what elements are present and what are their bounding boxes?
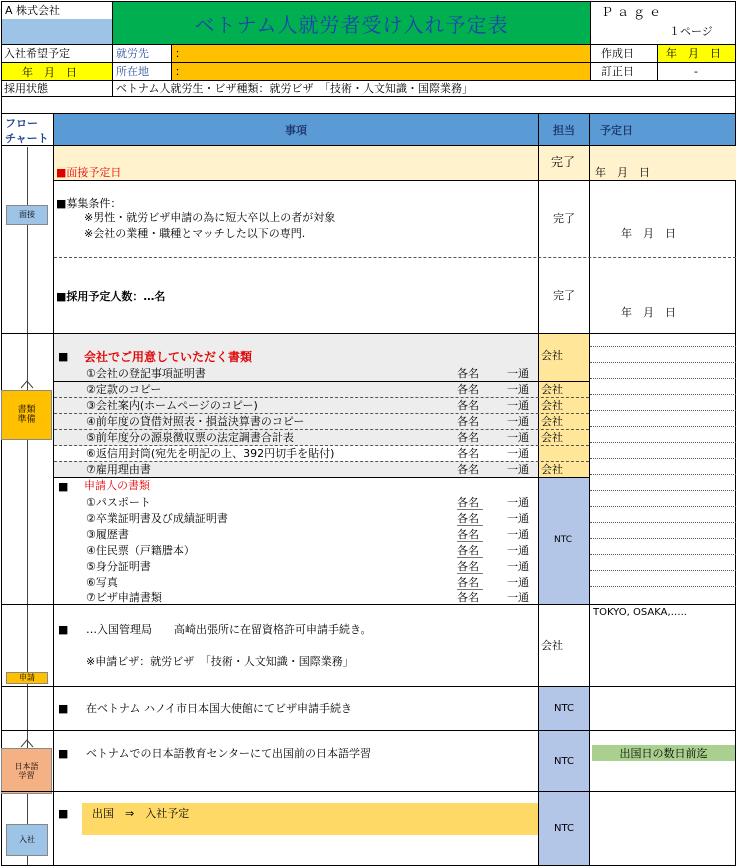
location-label: 所在地 — [116, 65, 149, 78]
company-color-band — [2, 19, 112, 44]
japanese-schedule-band — [592, 745, 735, 761]
applicant-doc-count: 各名 — [457, 591, 479, 604]
status-value: ベトナム人就労生・ビザ種類：就労ビザ 「技術・人文知識・国際業務」 — [116, 82, 473, 95]
flow-node-application: 申請 — [6, 672, 48, 684]
revised-label-cell — [590, 62, 658, 81]
company-doc-unit: 一通 — [507, 399, 529, 412]
applicant-doc-count: 各名 — [457, 512, 479, 525]
applicant-docs-title: 申請人の書類 — [84, 479, 150, 492]
company-doc-label: ⑥返信用封筒(宛先を明記の上、392円切手を貼付) — [86, 447, 335, 460]
immigration-line-2: ※申請ビザ：就労ビザ 「技術・人文知識・国際業務」 — [86, 655, 354, 668]
company-doc-unit: 一通 — [507, 431, 529, 444]
company-doc-count: 各名 — [457, 383, 479, 396]
status-value-cell — [112, 80, 736, 97]
schedule-header: 予定日 — [600, 124, 633, 137]
departure-bullet: ■ — [58, 807, 69, 820]
company-doc-unit: 一通 — [507, 367, 529, 380]
company-doc-count: 各名 — [457, 415, 479, 428]
condition-1: ※男性・就労ビザ申請の為に短大卒以上の者が対象 — [84, 211, 336, 224]
applicant-doc-count: 各名 — [457, 496, 479, 509]
departure-owner: NTC — [554, 823, 574, 834]
location-value: ： — [175, 65, 186, 78]
applicant-doc-unit: 一通 — [507, 576, 529, 589]
entry-date-cell[interactable] — [1, 62, 113, 81]
applicant-doc-label: ⑤身分証明書 — [86, 560, 151, 573]
interview-date-value[interactable]: 年 月 日 — [595, 166, 650, 179]
created-label: 作成日 — [601, 47, 634, 60]
applicant-doc-count: 各名 — [457, 576, 479, 589]
applicant-doc-unit: 一通 — [507, 560, 529, 573]
company-docs-title: 会社でご用意していただく書類 — [84, 350, 253, 364]
applicant-docs-owner: NTC — [554, 535, 572, 545]
created-value-cell[interactable] — [657, 44, 736, 63]
applicant-doc-count: 各名 — [457, 560, 479, 573]
japanese-owner: NTC — [554, 756, 574, 767]
entry-date: 年 月 日 — [22, 66, 77, 79]
immigration-owner: 会社 — [541, 639, 563, 652]
company-cell — [1, 1, 113, 45]
revised-label: 訂正日 — [601, 65, 634, 78]
applicant-doc-label: ⑥写真 — [86, 576, 118, 589]
company-doc-owner: 会社 — [541, 383, 563, 396]
applicant-doc-unit: 一通 — [507, 512, 529, 525]
employer-label-cell — [112, 44, 172, 63]
japanese-bullet: ■ — [58, 747, 69, 760]
company-doc-unit: 一通 — [507, 447, 529, 460]
headcount-date[interactable]: 年 月 日 — [621, 306, 676, 319]
company-doc-label: ④前年度の貸借対照表・損益決算書のコピー — [86, 415, 305, 428]
company-doc-owner: 会社 — [541, 399, 563, 412]
applicant-doc-count: 各名 — [457, 528, 479, 541]
applicant-doc-unit: 一通 — [507, 496, 529, 509]
applicant-doc-label: ⑦ビザ申請書類 — [86, 591, 162, 604]
company-doc-count: 各名 — [457, 399, 479, 412]
spacer-row — [1, 96, 736, 114]
entry-label: 入社希望予定 — [4, 47, 70, 60]
location-label-cell — [112, 62, 172, 81]
immigration-bullet: ■ — [58, 623, 69, 636]
employer-value-cell[interactable] — [171, 44, 591, 63]
company-doc-count: 各名 — [457, 367, 479, 380]
employer-label: 就労先 — [116, 47, 149, 60]
applicant-doc-unit: 一通 — [507, 528, 529, 541]
company-doc-label: ⑤前年度分の源泉徴収票の法定調書合計表 — [86, 431, 294, 444]
company-doc-count: 各名 — [457, 431, 479, 444]
flow-arrow-icon — [20, 380, 34, 389]
embassy-text: 在ベトナム ハノイ市日本国大使館にてビザ申請手続き — [86, 702, 352, 715]
status-label-cell — [1, 80, 113, 97]
schedule-header-cell — [589, 113, 736, 146]
japanese-schedule: 出国日の数日前迄 — [619, 747, 708, 760]
flow-node-interview: 面接 — [6, 205, 48, 225]
title-cell — [112, 1, 591, 45]
applicant-doc-label: ④住民票（戸籍謄本） — [86, 544, 195, 557]
embassy-owner: NTC — [554, 703, 574, 714]
applicant-doc-label: ①パスポート — [86, 496, 151, 509]
company-docs-bullet: ■ — [58, 350, 69, 363]
revised-value: - — [694, 65, 698, 78]
applicant-doc-count: 各名 — [457, 544, 479, 557]
owner-header-cell — [538, 113, 590, 146]
conditions-status: 完了 — [553, 212, 575, 225]
company-doc-unit: 一通 — [507, 463, 529, 476]
company-doc-owner: 会社 — [541, 463, 563, 476]
immigration-schedule: TOKYO, OSAKA,….. — [593, 607, 687, 618]
revised-value-cell[interactable] — [657, 62, 736, 81]
page-number: １ページ — [669, 25, 713, 38]
applicant-doc-label: ③履歴書 — [86, 528, 129, 541]
company-doc-owner: 会社 — [541, 431, 563, 444]
flow-node-join: 入社 — [6, 824, 48, 856]
japanese-text: ベトナムでの日本語教育センターにて出国前の日本語学習 — [86, 747, 372, 760]
flow-header-cell — [1, 113, 54, 146]
page-title: ベトナム人就労者受け入れ予定表 — [194, 12, 509, 37]
created-value: 年 月 日 — [666, 47, 721, 60]
headcount: ■採用予定人数：…名 — [56, 290, 166, 303]
status-label: 採用状態 — [4, 82, 48, 95]
company-name: A 株式会社 — [5, 4, 61, 17]
applicant-docs-bullet: ■ — [58, 480, 69, 493]
created-label-cell — [590, 44, 658, 63]
condition-2: ※会社の業種・職種とマッチした以下の専門. — [84, 227, 306, 240]
company-doc-owner: 会社 — [541, 415, 563, 428]
employer-value: ： — [175, 47, 186, 60]
company-doc-label: ①会社の登記事項証明書 — [86, 367, 206, 380]
company-docs-owner: 会社 — [541, 349, 563, 362]
applicant-doc-label: ②卒業証明書及び成績証明書 — [86, 512, 228, 525]
company-doc-label: ⑦雇用理由書 — [86, 463, 151, 476]
applicant-doc-unit: 一通 — [507, 591, 529, 604]
departure-text: 出国 ⇒ 入社予定 — [92, 807, 190, 820]
interview-date-row — [54, 146, 538, 180]
company-doc-count: 各名 — [457, 447, 479, 460]
conditions-date[interactable]: 年 月 日 — [621, 227, 676, 240]
company-doc-unit: 一通 — [507, 415, 529, 428]
item-header-cell — [53, 113, 539, 146]
item-header: 事項 — [285, 123, 307, 137]
page-label: Ｐａｇｅ — [601, 5, 666, 19]
embassy-bullet: ■ — [58, 702, 69, 715]
owner-header: 担当 — [553, 123, 575, 137]
company-doc-unit: 一通 — [507, 383, 529, 396]
applicant-doc-unit: 一通 — [507, 544, 529, 557]
conditions-title: ■募集条件： — [56, 197, 122, 210]
page-cell — [590, 1, 736, 45]
company-doc-label: ②定款のコピー — [86, 383, 162, 396]
company-doc-label: ③会社案内(ホームページのコピー) — [86, 399, 258, 412]
company-doc-count: 各名 — [457, 463, 479, 476]
immigration-line-1: …入国管理局 高崎出張所に在留資格許可申請手続き。 — [86, 623, 372, 636]
entry-label-cell — [1, 44, 113, 63]
interview-date-label: ■面接予定日 — [56, 166, 122, 179]
headcount-status: 完了 — [553, 289, 575, 302]
flow-node-japanese: 日本語 学習 — [1, 748, 52, 794]
interview-date-status: 完了 — [551, 155, 576, 169]
flow-arrow-icon — [20, 739, 34, 748]
flow-node-documents: 書類 準備 — [1, 390, 52, 440]
flow-header: フロー チャート — [5, 117, 49, 145]
location-value-cell[interactable] — [171, 62, 591, 81]
